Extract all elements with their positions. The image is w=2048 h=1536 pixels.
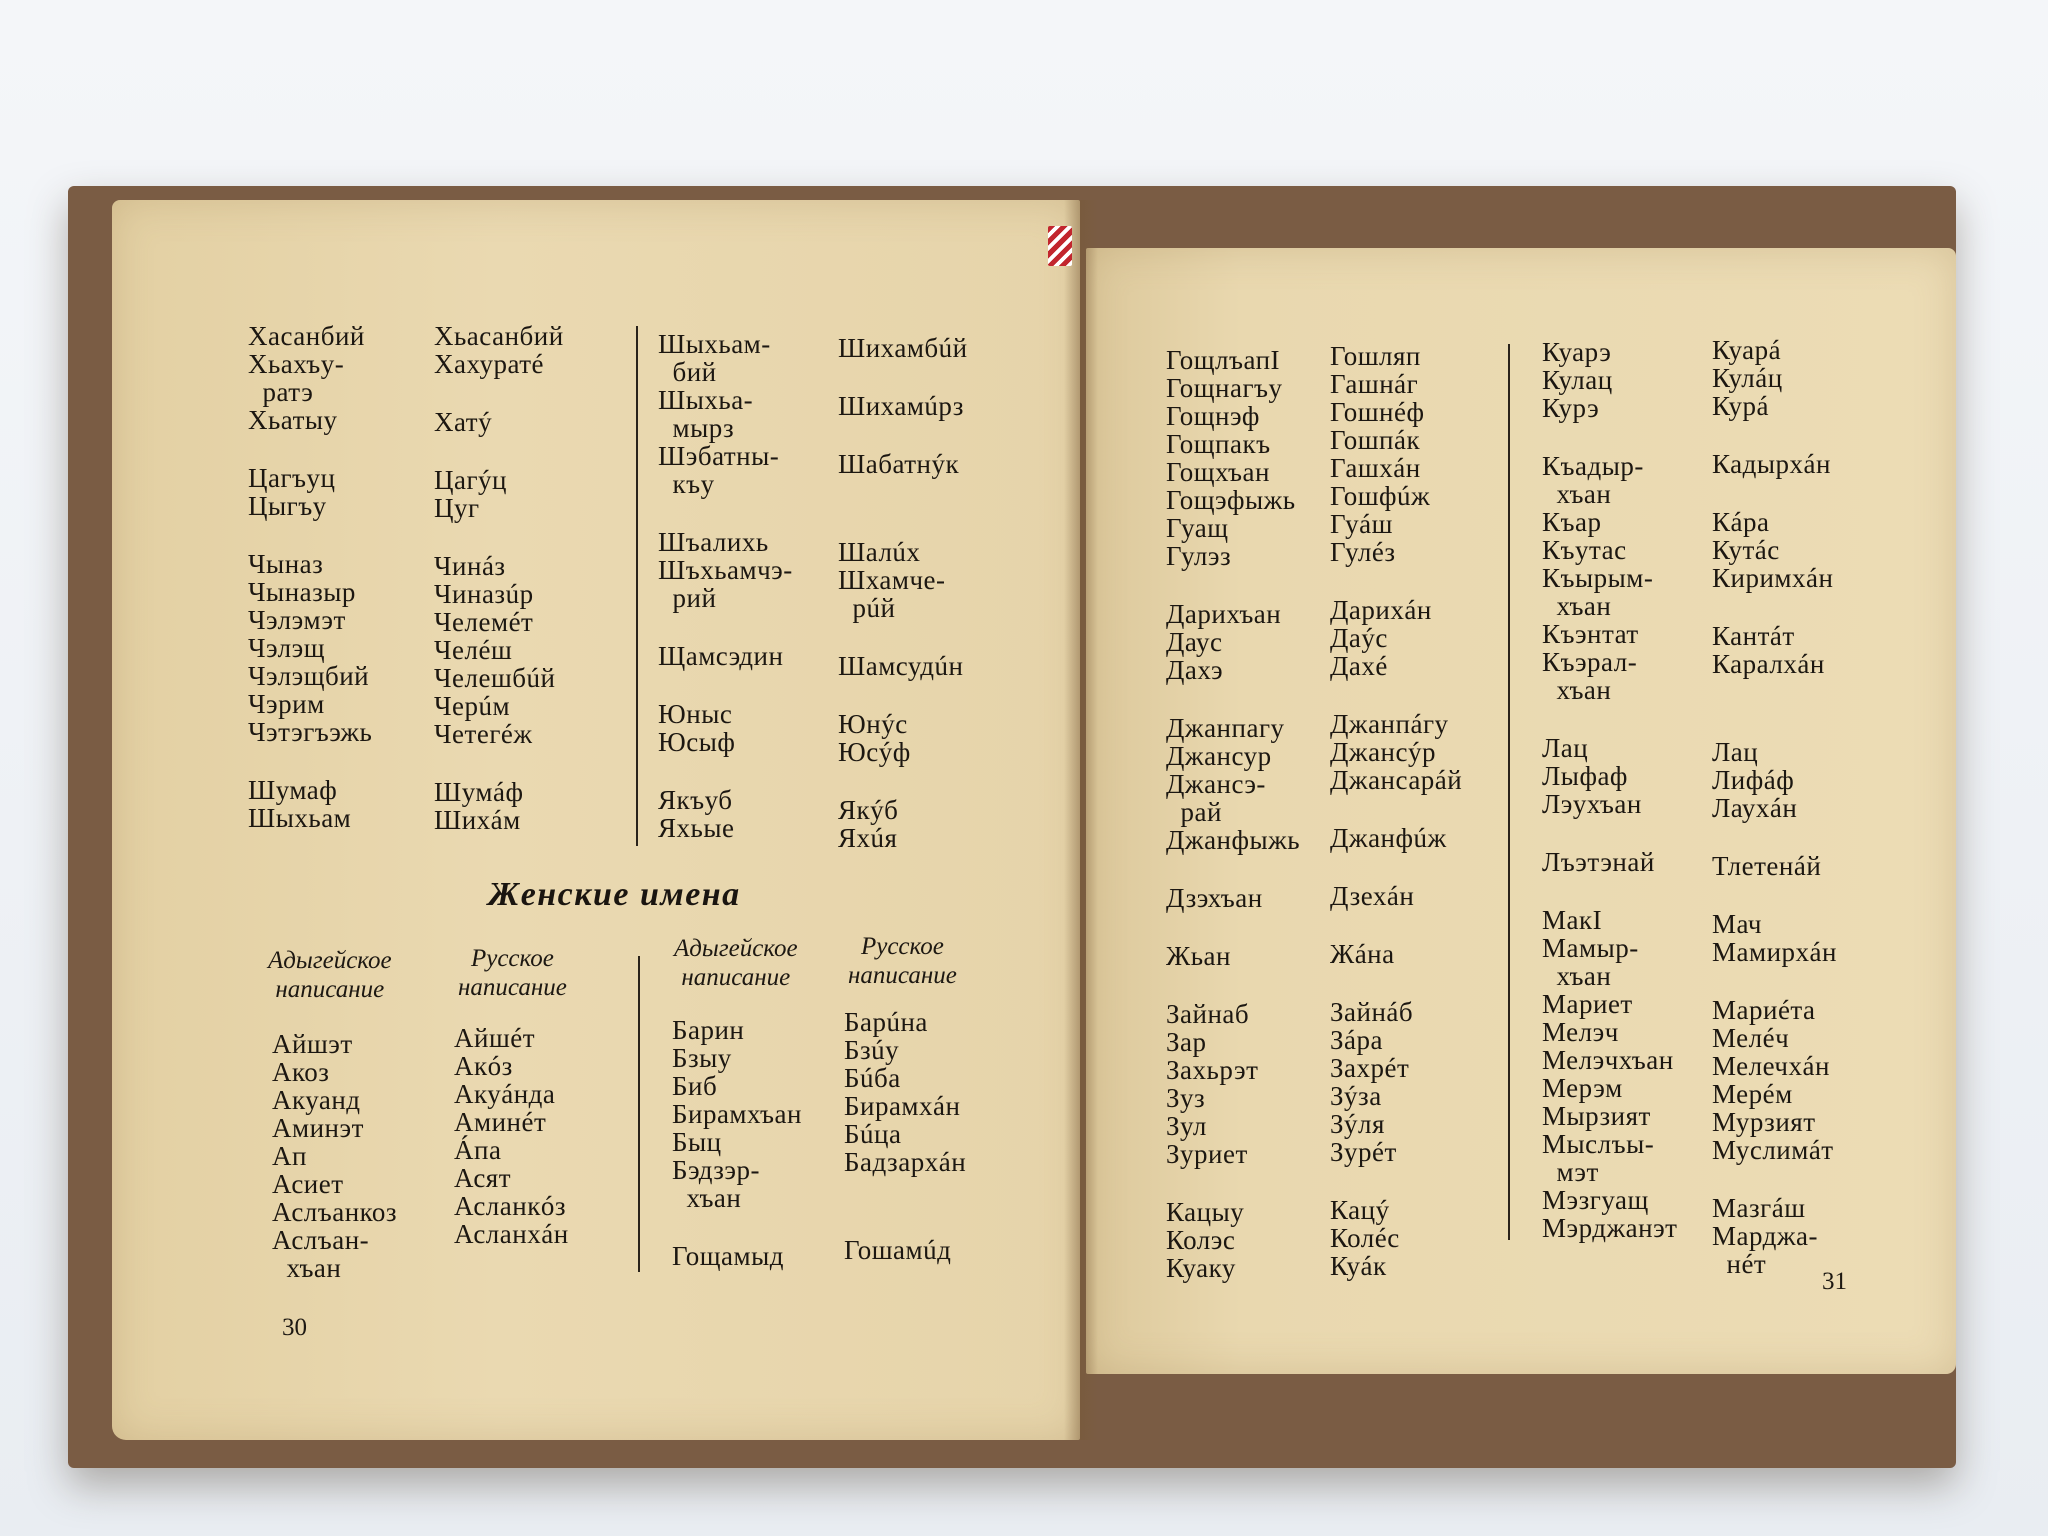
spacer	[434, 436, 564, 466]
name-entry: хъан	[1542, 479, 1612, 509]
name-entry: Хахуратé	[434, 349, 545, 379]
female-names-adyghe-column-1	[272, 1030, 397, 1282]
name-entry: Цыгъу	[248, 491, 327, 521]
spacer	[434, 748, 564, 778]
name-entry: Мелэчхъан	[1542, 1045, 1674, 1075]
name-entry: Барин	[672, 1015, 745, 1045]
name-entry: Шыхьам	[248, 803, 352, 833]
spacer	[658, 612, 793, 642]
female-names-russian-column-4	[1712, 336, 1837, 1278]
name-entry: Лац	[1712, 737, 1759, 767]
name-entry: Марджа-	[1712, 1221, 1819, 1251]
spacer	[1712, 478, 1837, 508]
subheading-adyghe-spelling-2: Адыгейское написание	[674, 935, 798, 991]
name-entry: Хьахъу-	[248, 349, 345, 379]
name-entry: Мурзият	[1712, 1107, 1816, 1137]
name-entry: Шэбатны-	[658, 441, 780, 471]
name-entry: Курá	[1712, 391, 1769, 421]
name-entry: Асланхáн	[454, 1219, 569, 1249]
spacer	[1166, 1168, 1300, 1198]
name-entry: Шъалихь	[658, 527, 769, 557]
name-entry: рий	[658, 583, 717, 613]
spacer	[658, 498, 793, 528]
spacer	[1330, 680, 1462, 710]
name-entry: Акуáнда	[454, 1079, 556, 1109]
name-entry: Гощпакъ	[1166, 429, 1271, 459]
name-entry: Зар	[1166, 1027, 1207, 1057]
female-names-russian-column-1	[454, 1024, 569, 1248]
name-entry: Каралхáн	[1712, 649, 1825, 679]
name-entry: Лифáф	[1712, 765, 1795, 795]
name-entry: Шъхьамчэ-	[658, 555, 793, 585]
name-entry: Ап	[272, 1141, 307, 1171]
name-entry: Быц	[672, 1127, 722, 1157]
spacer	[1712, 822, 1837, 852]
bookmark-ribbon	[1048, 226, 1072, 266]
spacer	[1166, 970, 1300, 1000]
name-entry: Мерэм	[1542, 1073, 1623, 1103]
name-entry: Щамсэдин	[658, 641, 784, 671]
name-entry: Зáра	[1330, 1025, 1383, 1055]
name-entry: Джанпáгу	[1330, 709, 1449, 739]
subheading-russian-spelling: Русское написание	[458, 945, 567, 1001]
male-names-russian-column-1	[434, 322, 564, 834]
name-entry: Зул	[1166, 1111, 1207, 1141]
name-entry: Шихáм	[434, 805, 521, 835]
spacer	[838, 766, 968, 796]
name-entry: Лаухáн	[1712, 793, 1798, 823]
name-entry: Мэзгуащ	[1542, 1185, 1649, 1215]
spacer	[434, 522, 564, 552]
spacer	[1166, 570, 1300, 600]
spacer	[1330, 968, 1462, 998]
spacer	[838, 508, 968, 538]
name-entry: Аминéт	[454, 1107, 547, 1137]
name-entry: Мелечхáн	[1712, 1051, 1830, 1081]
spacer	[248, 434, 372, 464]
name-entry: Чыназыр	[248, 577, 356, 607]
spacer	[838, 622, 968, 652]
name-entry: Кацý	[1330, 1195, 1390, 1225]
spacer	[1712, 1164, 1837, 1194]
name-entry: Кадырхáн	[1712, 449, 1831, 479]
spacer	[1712, 678, 1837, 708]
name-entry: Чэлэщбий	[248, 661, 370, 691]
name-entry: Мамирхáн	[1712, 937, 1837, 967]
name-entry: Асиет	[272, 1169, 344, 1199]
name-entry: Чэлэмэт	[248, 605, 346, 635]
spacer	[248, 746, 372, 776]
spacer	[1330, 794, 1462, 824]
name-entry: Чинáз	[434, 551, 506, 581]
name-entry: Лац	[1542, 733, 1589, 763]
name-entry: Курэ	[1542, 393, 1600, 423]
name-entry: Зýля	[1330, 1109, 1385, 1139]
name-entry: Даýс	[1330, 623, 1388, 653]
name-entry: Черúм	[434, 691, 511, 721]
name-entry: Кутáс	[1712, 535, 1780, 565]
spacer	[1712, 592, 1837, 622]
name-entry: Юсýф	[838, 737, 911, 767]
name-entry: Къадыр-	[1542, 451, 1644, 481]
name-entry: Шумаф	[248, 775, 338, 805]
name-entry: хъан	[1542, 675, 1612, 705]
name-entry: Джанфúж	[1330, 823, 1447, 853]
name-entry: Гошфúж	[1330, 481, 1431, 511]
name-entry: Колэс	[1166, 1225, 1236, 1255]
name-entry: Чэрим	[248, 689, 325, 719]
name-entry: хъан	[272, 1253, 342, 1283]
name-entry: Хьатыу	[248, 405, 338, 435]
name-entry: Кацыу	[1166, 1197, 1245, 1227]
name-entry: Гощнэф	[1166, 401, 1260, 431]
name-entry: Джансарáй	[1330, 765, 1463, 795]
name-entry: Гулéз	[1330, 537, 1396, 567]
name-entry: Асят	[454, 1163, 512, 1193]
column-divider-right	[1508, 344, 1510, 1240]
name-entry: Мариет	[1542, 989, 1633, 1019]
name-entry: Цагъуц	[248, 463, 336, 493]
name-entry: Куáк	[1330, 1251, 1387, 1281]
name-entry: Айшэт	[272, 1029, 353, 1059]
name-entry: Бэдзэр-	[672, 1155, 761, 1185]
name-entry: мырз	[658, 413, 735, 443]
name-entry: Цуг	[434, 493, 480, 523]
name-entry: Дахé	[1330, 651, 1388, 681]
name-entry: Áпа	[454, 1135, 502, 1165]
name-entry: Акуанд	[272, 1085, 361, 1115]
spacer	[1712, 966, 1837, 996]
name-entry: Мелéч	[1712, 1023, 1790, 1053]
name-entry: ратэ	[248, 377, 314, 407]
name-entry: Дзэхъан	[1166, 883, 1263, 913]
name-entry: Джанпагу	[1166, 713, 1285, 743]
name-entry: Куарэ	[1542, 337, 1612, 367]
name-entry: Тлетенáй	[1712, 851, 1822, 881]
name-entry: Яхúя	[838, 823, 898, 853]
name-entry: Якъуб	[658, 785, 733, 815]
name-entry: Биб	[672, 1071, 718, 1101]
spacer	[838, 362, 968, 392]
name-entry: Джансэ-	[1166, 769, 1266, 799]
female-names-russian-column-3	[1330, 342, 1462, 1280]
name-entry: Дарихъан	[1166, 599, 1282, 629]
name-entry: ГощлъапI	[1166, 345, 1281, 375]
spacer	[1542, 876, 1677, 906]
spacer	[248, 520, 372, 550]
name-entry: Куаку	[1166, 1253, 1236, 1283]
name-entry: Къырым-	[1542, 563, 1654, 593]
name-entry: Асланкóз	[454, 1191, 566, 1221]
name-entry: Барúна	[844, 1007, 928, 1037]
column-divider-female	[638, 956, 640, 1272]
name-entry: Кáра	[1712, 507, 1770, 537]
name-entry: Захьрэт	[1166, 1055, 1259, 1085]
name-entry: Шумáф	[434, 777, 524, 807]
page-number-right: 31	[1822, 1268, 1847, 1295]
section-heading-female-names: Женские имена	[488, 876, 741, 913]
name-entry: Мэрджанэт	[1542, 1213, 1678, 1243]
name-entry: Гошамúд	[844, 1235, 952, 1265]
name-entry: Челемéт	[434, 607, 534, 637]
name-entry: Къэрал-	[1542, 647, 1638, 677]
name-entry: Кулáц	[1712, 363, 1783, 393]
book-gutter	[1064, 200, 1098, 1440]
name-entry: Юсыф	[658, 727, 736, 757]
name-entry: Мазгáш	[1712, 1193, 1806, 1223]
name-entry: Хатý	[434, 407, 493, 437]
name-entry: Аминэт	[272, 1113, 364, 1143]
name-entry: Аслъанкоз	[272, 1197, 398, 1227]
male-names-adyghe-column-2	[658, 330, 793, 842]
name-entry: Бзыу	[672, 1043, 732, 1073]
name-entry: бий	[658, 357, 717, 387]
name-entry: Челéш	[434, 635, 513, 665]
name-entry: Бирамхáн	[844, 1091, 961, 1121]
name-entry: Яхьые	[658, 813, 735, 843]
name-entry: Мыслъы-	[1542, 1129, 1655, 1159]
name-entry: мэт	[1542, 1157, 1599, 1187]
name-entry: Зурéт	[1330, 1137, 1397, 1167]
name-entry: Кантáт	[1712, 621, 1795, 651]
name-entry: Гощэфыжь	[1166, 485, 1296, 515]
name-entry: Джанфыжь	[1166, 825, 1301, 855]
name-entry: Четегéж	[434, 719, 533, 749]
name-entry: Гуáш	[1330, 509, 1393, 539]
name-entry: Хасанбий	[248, 321, 365, 351]
spacer	[1712, 420, 1837, 450]
spacer	[844, 1206, 966, 1236]
name-entry: Хьасанбий	[434, 321, 564, 351]
male-names-adyghe-column-1	[248, 322, 372, 832]
name-entry: Юныс	[658, 699, 733, 729]
name-entry: Гощнагъу	[1166, 373, 1283, 403]
name-entry: Куарá	[1712, 335, 1782, 365]
name-entry: Аслъан-	[272, 1225, 370, 1255]
name-entry: Мач	[1712, 909, 1762, 939]
name-entry: Джансýр	[1330, 737, 1436, 767]
name-entry: Дзехáн	[1330, 881, 1415, 911]
name-entry: Мамыр-	[1542, 933, 1639, 963]
name-entry: хъан	[1542, 591, 1612, 621]
spacer	[1712, 708, 1837, 738]
name-entry: Гощамыд	[672, 1241, 784, 1271]
name-entry: къу	[658, 469, 715, 499]
name-entry: Бирамхъан	[672, 1099, 802, 1129]
name-entry: Гошпáк	[1330, 425, 1421, 455]
name-entry: Бúца	[844, 1119, 902, 1149]
name-entry: МакI	[1542, 905, 1603, 935]
spacer	[434, 378, 564, 408]
name-entry: Бадзархáн	[844, 1147, 967, 1177]
name-entry: Къутас	[1542, 535, 1627, 565]
name-entry: Дарихáн	[1330, 595, 1432, 625]
name-entry: Юнýс	[838, 709, 908, 739]
spacer	[658, 756, 793, 786]
spacer	[1542, 422, 1677, 452]
spacer	[1166, 854, 1300, 884]
name-entry: Кулац	[1542, 365, 1613, 395]
female-names-adyghe-column-2	[672, 1016, 802, 1270]
name-entry: Шабатнýк	[838, 449, 960, 479]
spacer	[1330, 852, 1462, 882]
name-entry: Лъэтэнай	[1542, 847, 1655, 877]
name-entry: хъан	[1542, 961, 1612, 991]
name-entry: Мелэч	[1542, 1017, 1619, 1047]
name-entry: Зуз	[1166, 1083, 1206, 1113]
name-entry: Мерéм	[1712, 1079, 1793, 1109]
name-entry: Лыфаф	[1542, 761, 1628, 791]
name-entry: Киримхáн	[1712, 563, 1834, 593]
name-entry: Айшéт	[454, 1023, 536, 1053]
spacer	[672, 1212, 802, 1242]
column-divider	[636, 326, 638, 846]
spacer	[1330, 910, 1462, 940]
female-names-russian-column-2	[844, 1008, 966, 1264]
name-entry: Джансур	[1166, 741, 1272, 771]
name-entry: Чиназúр	[434, 579, 534, 609]
male-names-russian-column-2	[838, 334, 968, 852]
name-entry: Мариéта	[1712, 995, 1816, 1025]
spacer	[658, 670, 793, 700]
spacer	[838, 478, 968, 508]
name-entry: Колéс	[1330, 1223, 1400, 1253]
name-entry: Шыхьам-	[658, 329, 771, 359]
spacer	[1166, 912, 1300, 942]
spacer	[838, 680, 968, 710]
name-entry: Даус	[1166, 627, 1223, 657]
name-entry: Гощхъан	[1166, 457, 1270, 487]
name-entry: Гошнéф	[1330, 397, 1425, 427]
spacer	[844, 1176, 966, 1206]
name-entry: Бзúу	[844, 1035, 900, 1065]
name-entry: Якýб	[838, 795, 899, 825]
name-entry: хъан	[672, 1183, 742, 1213]
name-entry: Гошляп	[1330, 341, 1421, 371]
name-entry: Шалúх	[838, 537, 921, 567]
name-entry: Шхамче-	[838, 565, 946, 595]
name-entry: Къар	[1542, 507, 1602, 537]
name-entry: Зýза	[1330, 1081, 1382, 1111]
spacer	[1542, 704, 1677, 734]
name-entry: нéт	[1712, 1249, 1767, 1279]
name-entry: Шихамúрз	[838, 391, 964, 421]
name-entry: Чыназ	[248, 549, 324, 579]
spacer	[1166, 684, 1300, 714]
name-entry: Акоз	[272, 1057, 330, 1087]
name-entry: Дахэ	[1166, 655, 1224, 685]
name-entry: Шамсудúн	[838, 651, 964, 681]
name-entry: Гашнáг	[1330, 369, 1419, 399]
name-entry: Гашхáн	[1330, 453, 1421, 483]
subheading-russian-spelling-2: Русское написание	[848, 933, 957, 989]
name-entry: Жáна	[1330, 939, 1395, 969]
name-entry: Захрéт	[1330, 1053, 1410, 1083]
name-entry: Шыхьа-	[658, 385, 754, 415]
subheading-adyghe-spelling: Адыгейское написание	[268, 947, 392, 1003]
name-entry: Къэнтат	[1542, 619, 1639, 649]
name-entry: Шихамбúй	[838, 333, 968, 363]
name-entry: Жьан	[1166, 941, 1231, 971]
name-entry: Цагýц	[434, 465, 508, 495]
name-entry: Лэухъан	[1542, 789, 1642, 819]
spacer	[1542, 818, 1677, 848]
page-number-left: 30	[282, 1314, 307, 1341]
name-entry: Зуриет	[1166, 1139, 1248, 1169]
name-entry: рай	[1166, 797, 1222, 827]
name-entry: Чэтэгъэжь	[248, 717, 373, 747]
female-names-adyghe-column-3	[1166, 346, 1300, 1282]
name-entry: Акóз	[454, 1051, 513, 1081]
spacer	[1330, 1166, 1462, 1196]
name-entry: Бúба	[844, 1063, 901, 1093]
name-entry: рúй	[838, 593, 896, 623]
name-entry: Зайнаб	[1166, 999, 1250, 1029]
name-entry: Мырзият	[1542, 1101, 1651, 1131]
name-entry: Челешбúй	[434, 663, 556, 693]
name-entry: Зайнáб	[1330, 997, 1414, 1027]
female-names-adyghe-column-4	[1542, 338, 1677, 1242]
spacer	[1712, 880, 1837, 910]
name-entry: Чэлэщ	[248, 633, 326, 663]
name-entry: Гуащ	[1166, 513, 1229, 543]
name-entry: Муслимáт	[1712, 1135, 1834, 1165]
name-entry: Гулэз	[1166, 541, 1232, 571]
spacer	[1330, 566, 1462, 596]
spacer	[838, 420, 968, 450]
